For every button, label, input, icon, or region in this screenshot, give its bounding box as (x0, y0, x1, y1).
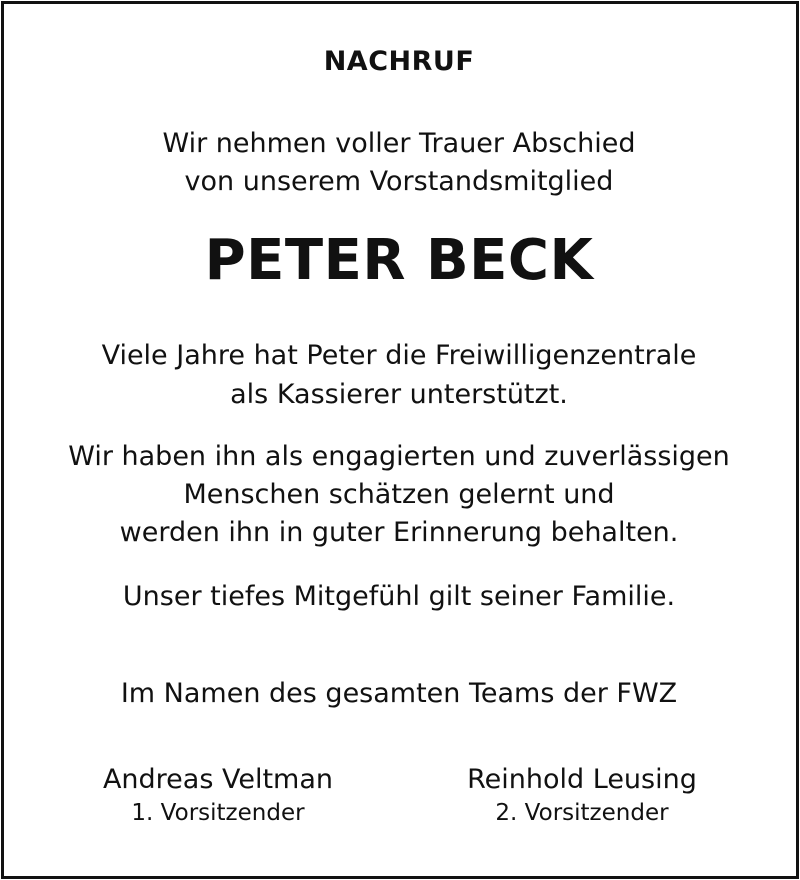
paragraph2-line-3: werden ihn in guter Erinnerung behalten. (119, 517, 679, 548)
signatory-2-name: Reinhold Leusing (467, 764, 697, 795)
condolence-line: Unser tiefes Mitgefühl gilt seiner Familie. (122, 581, 676, 612)
paragraph2-line-2: Menschen schätzen gelernt und (183, 479, 615, 510)
obituary-heading: NACHRUF (323, 46, 475, 77)
signatory-1-name: Andreas Veltman (102, 764, 334, 795)
signatory-1-role: 1. Vorsitzender (131, 800, 305, 826)
signatory-2-role: 2. Vorsitzender (495, 800, 669, 826)
paragraph2-line-1: Wir haben ihn als engagierten und zuverlässigen (68, 441, 730, 472)
deceased-name: PETER BECK (204, 228, 594, 293)
intro-line-1: Wir nehmen voller Trauer Abschied (162, 128, 636, 159)
paragraph1-line-1: Viele Jahre hat Peter die Freiwilligenzentrale (101, 340, 697, 371)
intro-line-2: von unserem Vorstandsmitglied (184, 166, 614, 197)
paragraph1-line-2: als Kassierer unterstützt. (230, 379, 568, 410)
team-line: Im Namen des gesamten Teams der FWZ (120, 678, 678, 709)
